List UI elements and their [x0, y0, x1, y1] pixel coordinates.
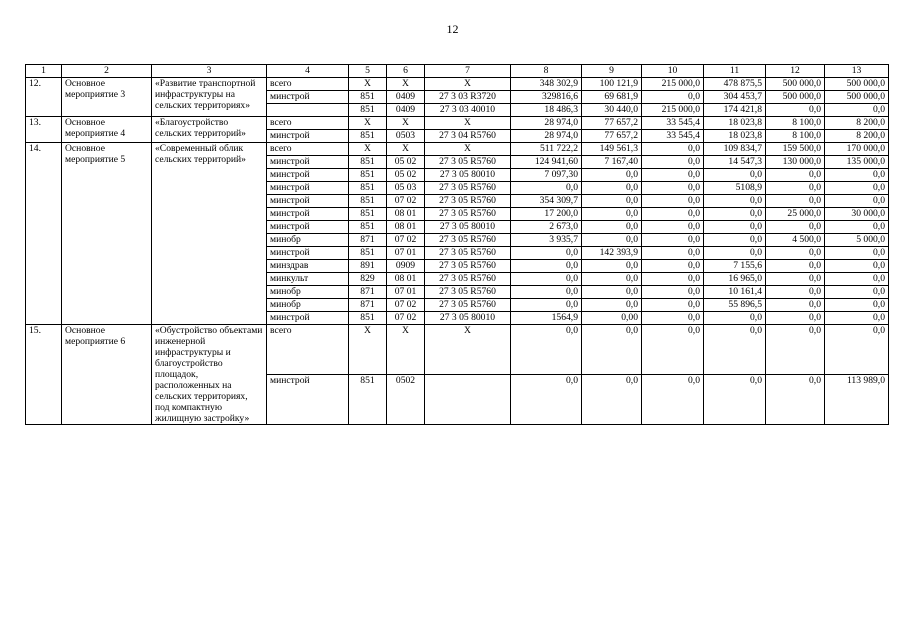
- amount-cell: 0,0: [582, 221, 642, 234]
- amount-cell: 0,0: [766, 260, 825, 273]
- amount-cell: 0,0: [511, 375, 582, 425]
- code-cell: Х: [349, 117, 387, 130]
- code-cell: 27 3 05 80010: [425, 312, 511, 325]
- amount-cell: 0,0: [704, 221, 766, 234]
- amount-cell: 0,0: [825, 312, 889, 325]
- amount-cell: 159 500,0: [766, 143, 825, 156]
- agency-cell: минстрой: [267, 375, 349, 425]
- event-description: «Развитие транспортной инфраструктуры на сельских территориях»: [152, 78, 267, 117]
- amount-cell: 0,0: [511, 247, 582, 260]
- code-cell: 27 3 05 R5760: [425, 260, 511, 273]
- code-cell: 851: [349, 169, 387, 182]
- amount-cell: 30 000,0: [825, 208, 889, 221]
- amount-cell: 215 000,0: [642, 104, 704, 117]
- code-cell: Х: [387, 117, 425, 130]
- amount-cell: 77 657,2: [582, 117, 642, 130]
- amount-cell: 0,0: [582, 273, 642, 286]
- amount-cell: 25 000,0: [766, 208, 825, 221]
- amount-cell: 77 657,2: [582, 130, 642, 143]
- agency-cell: минстрой: [267, 156, 349, 169]
- code-cell: 08 01: [387, 273, 425, 286]
- code-cell: 08 01: [387, 208, 425, 221]
- code-cell: 829: [349, 273, 387, 286]
- code-cell: 851: [349, 104, 387, 117]
- amount-cell: 0,0: [582, 260, 642, 273]
- agency-cell: минобр: [267, 286, 349, 299]
- agency-cell: минстрой: [267, 247, 349, 260]
- column-header: 4: [267, 65, 349, 78]
- code-cell: 27 3 03 R3720: [425, 91, 511, 104]
- amount-cell: 0,0: [825, 325, 889, 375]
- column-header: 12: [766, 65, 825, 78]
- amount-cell: 8 100,0: [766, 117, 825, 130]
- agency-cell: минстрой: [267, 91, 349, 104]
- code-cell: 07 02: [387, 195, 425, 208]
- code-cell: Х: [425, 325, 511, 375]
- code-cell: Х: [387, 78, 425, 91]
- amount-cell: 0,0: [825, 221, 889, 234]
- amount-cell: 0,0: [642, 325, 704, 375]
- code-cell: 851: [349, 91, 387, 104]
- code-cell: 851: [349, 156, 387, 169]
- code-cell: 27 3 05 R5760: [425, 299, 511, 312]
- amount-cell: 17 200,0: [511, 208, 582, 221]
- row-number: 14.: [26, 143, 62, 325]
- amount-cell: 0,0: [642, 169, 704, 182]
- amount-cell: 142 393,9: [582, 247, 642, 260]
- code-cell: Х: [349, 143, 387, 156]
- amount-cell: 0,0: [582, 169, 642, 182]
- amount-cell: 0,0: [642, 143, 704, 156]
- amount-cell: 0,0: [511, 325, 582, 375]
- amount-cell: 0,0: [582, 208, 642, 221]
- column-header: 1: [26, 65, 62, 78]
- amount-cell: 500 000,0: [825, 78, 889, 91]
- code-cell: 851: [349, 312, 387, 325]
- agency-cell: минстрой: [267, 312, 349, 325]
- amount-cell: 0,0: [825, 273, 889, 286]
- amount-cell: 0,0: [642, 273, 704, 286]
- amount-cell: 0,0: [766, 325, 825, 375]
- code-cell: 27 3 05 R5760: [425, 234, 511, 247]
- agency-cell: всего: [267, 117, 349, 130]
- amount-cell: 18 486,3: [511, 104, 582, 117]
- code-cell: 27 3 04 R5760: [425, 130, 511, 143]
- amount-cell: 0,0: [766, 182, 825, 195]
- amount-cell: 14 547,3: [704, 156, 766, 169]
- amount-cell: 4 500,0: [766, 234, 825, 247]
- code-cell: 0409: [387, 104, 425, 117]
- code-cell: 27 3 03 40010: [425, 104, 511, 117]
- amount-cell: 30 440,0: [582, 104, 642, 117]
- amount-cell: 0,0: [825, 260, 889, 273]
- amount-cell: 0,0: [825, 182, 889, 195]
- amount-cell: 55 896,5: [704, 299, 766, 312]
- amount-cell: 0,0: [642, 312, 704, 325]
- amount-cell: 124 941,60: [511, 156, 582, 169]
- column-header: 6: [387, 65, 425, 78]
- amount-cell: 348 302,9: [511, 78, 582, 91]
- amount-cell: 109 834,7: [704, 143, 766, 156]
- amount-cell: 10 161,4: [704, 286, 766, 299]
- code-cell: 871: [349, 234, 387, 247]
- code-cell: 871: [349, 299, 387, 312]
- amount-cell: 500 000,0: [766, 91, 825, 104]
- amount-cell: 33 545,4: [642, 117, 704, 130]
- amount-cell: 16 965,0: [704, 273, 766, 286]
- code-cell: 0909: [387, 260, 425, 273]
- amount-cell: 478 875,5: [704, 78, 766, 91]
- code-cell: 08 01: [387, 221, 425, 234]
- amount-cell: 5108,9: [704, 182, 766, 195]
- amount-cell: 0,0: [704, 234, 766, 247]
- event-name: Основное мероприятие 4: [62, 117, 152, 143]
- agency-cell: [267, 104, 349, 117]
- code-cell: 0503: [387, 130, 425, 143]
- amount-cell: 0,0: [642, 260, 704, 273]
- agency-cell: минздрав: [267, 260, 349, 273]
- header-row: [26, 65, 889, 78]
- event-description: «Обустройство объектами инженерной инфраструктуры и благоустройство площадок, расположенных на сельских территориях, под компактную жилищную застройку»: [152, 325, 267, 425]
- amount-cell: 0,0: [825, 247, 889, 260]
- amount-cell: 0,0: [642, 91, 704, 104]
- code-cell: 07 02: [387, 234, 425, 247]
- amount-cell: 0,0: [766, 195, 825, 208]
- amount-cell: 0,00: [582, 312, 642, 325]
- amount-cell: 0,0: [642, 234, 704, 247]
- code-cell: 27 3 05 R5760: [425, 156, 511, 169]
- code-cell: 851: [349, 247, 387, 260]
- code-cell: 07 02: [387, 299, 425, 312]
- code-cell: 851: [349, 221, 387, 234]
- amount-cell: 8 100,0: [766, 130, 825, 143]
- amount-cell: 0,0: [704, 375, 766, 425]
- code-cell: [425, 375, 511, 425]
- amount-cell: 100 121,9: [582, 78, 642, 91]
- code-cell: 05 02: [387, 169, 425, 182]
- code-cell: 27 3 05 R5760: [425, 195, 511, 208]
- amount-cell: 0,0: [825, 195, 889, 208]
- amount-cell: 0,0: [704, 169, 766, 182]
- code-cell: Х: [425, 117, 511, 130]
- table-row: [26, 78, 889, 91]
- code-cell: 851: [349, 130, 387, 143]
- code-cell: 851: [349, 195, 387, 208]
- column-header: 7: [425, 65, 511, 78]
- amount-cell: 0,0: [582, 286, 642, 299]
- agency-cell: минстрой: [267, 169, 349, 182]
- code-cell: 05 02: [387, 156, 425, 169]
- amount-cell: 7 167,40: [582, 156, 642, 169]
- amount-cell: 0,0: [766, 299, 825, 312]
- agency-cell: минкульт: [267, 273, 349, 286]
- amount-cell: 0,0: [511, 286, 582, 299]
- code-cell: Х: [425, 143, 511, 156]
- event-name: Основное мероприятие 6: [62, 325, 152, 425]
- event-description: «Современный облик сельских территорий»: [152, 143, 267, 325]
- amount-cell: 0,0: [642, 221, 704, 234]
- amount-cell: 0,0: [766, 104, 825, 117]
- page-number: 12: [446, 22, 459, 36]
- column-header: 10: [642, 65, 704, 78]
- amount-cell: 0,0: [766, 375, 825, 425]
- agency-cell: минстрой: [267, 221, 349, 234]
- amount-cell: 0,0: [582, 325, 642, 375]
- amount-cell: 5 000,0: [825, 234, 889, 247]
- amount-cell: 0,0: [642, 375, 704, 425]
- code-cell: 07 02: [387, 312, 425, 325]
- amount-cell: 0,0: [766, 312, 825, 325]
- amount-cell: 0,0: [766, 221, 825, 234]
- agency-cell: всего: [267, 78, 349, 91]
- agency-cell: всего: [267, 325, 349, 375]
- row-number: 12.: [26, 78, 62, 117]
- agency-cell: минстрой: [267, 182, 349, 195]
- amount-cell: 0,0: [704, 208, 766, 221]
- amount-cell: 113 989,0: [825, 375, 889, 425]
- code-cell: Х: [387, 143, 425, 156]
- row-number: 13.: [26, 117, 62, 143]
- agency-cell: всего: [267, 143, 349, 156]
- event-name: Основное мероприятие 3: [62, 78, 152, 117]
- amount-cell: 0,0: [704, 247, 766, 260]
- table-row: [26, 325, 889, 375]
- amount-cell: 135 000,0: [825, 156, 889, 169]
- amount-cell: 0,0: [511, 273, 582, 286]
- code-cell: 27 3 05 80010: [425, 169, 511, 182]
- column-header: 8: [511, 65, 582, 78]
- amount-cell: 28 974,0: [511, 130, 582, 143]
- amount-cell: 0,0: [511, 299, 582, 312]
- event-description: «Благоустройство сельских территорий»: [152, 117, 267, 143]
- amount-cell: 511 722,2: [511, 143, 582, 156]
- amount-cell: 500 000,0: [766, 78, 825, 91]
- column-header: 3: [152, 65, 267, 78]
- code-cell: Х: [349, 325, 387, 375]
- agency-cell: минстрой: [267, 208, 349, 221]
- amount-cell: 0,0: [642, 299, 704, 312]
- amount-cell: 354 309,7: [511, 195, 582, 208]
- amount-cell: 0,0: [642, 286, 704, 299]
- amount-cell: 215 000,0: [642, 78, 704, 91]
- amount-cell: 0,0: [582, 375, 642, 425]
- amount-cell: 0,0: [766, 169, 825, 182]
- amount-cell: 33 545,4: [642, 130, 704, 143]
- amount-cell: 0,0: [582, 234, 642, 247]
- code-cell: 27 3 05 80010: [425, 221, 511, 234]
- code-cell: 27 3 05 R5760: [425, 286, 511, 299]
- amount-cell: 0,0: [704, 325, 766, 375]
- amount-cell: 0,0: [766, 247, 825, 260]
- amount-cell: 8 200,0: [825, 130, 889, 143]
- code-cell: 27 3 05 R5760: [425, 247, 511, 260]
- amount-cell: 0,0: [825, 169, 889, 182]
- column-header: 11: [704, 65, 766, 78]
- amount-cell: 0,0: [642, 208, 704, 221]
- amount-cell: 0,0: [642, 195, 704, 208]
- agency-cell: минобр: [267, 234, 349, 247]
- amount-cell: 69 681,9: [582, 91, 642, 104]
- amount-cell: 0,0: [582, 299, 642, 312]
- event-name: Основное мероприятие 5: [62, 143, 152, 325]
- amount-cell: 329816,6: [511, 91, 582, 104]
- amount-cell: 8 200,0: [825, 117, 889, 130]
- column-header: 5: [349, 65, 387, 78]
- code-cell: 0409: [387, 91, 425, 104]
- code-cell: 891: [349, 260, 387, 273]
- amount-cell: 7 155,6: [704, 260, 766, 273]
- amount-cell: 0,0: [582, 195, 642, 208]
- code-cell: 27 3 05 R5760: [425, 208, 511, 221]
- amount-cell: 0,0: [825, 286, 889, 299]
- amount-cell: 0,0: [704, 195, 766, 208]
- table-row: [26, 143, 889, 156]
- table-row: [26, 117, 889, 130]
- code-cell: 0502: [387, 375, 425, 425]
- code-cell: 851: [349, 208, 387, 221]
- amount-cell: 28 974,0: [511, 117, 582, 130]
- amount-cell: 0,0: [766, 273, 825, 286]
- agency-cell: минстрой: [267, 130, 349, 143]
- amount-cell: 170 000,0: [825, 143, 889, 156]
- amount-cell: 0,0: [766, 286, 825, 299]
- column-header: 13: [825, 65, 889, 78]
- amount-cell: 0,0: [704, 312, 766, 325]
- amount-cell: 0,0: [642, 156, 704, 169]
- code-cell: 05 03: [387, 182, 425, 195]
- amount-cell: 18 023,8: [704, 130, 766, 143]
- column-header: 9: [582, 65, 642, 78]
- amount-cell: 304 453,7: [704, 91, 766, 104]
- amount-cell: 0,0: [511, 182, 582, 195]
- code-cell: 27 3 05 R5760: [425, 182, 511, 195]
- code-cell: 871: [349, 286, 387, 299]
- amount-cell: 0,0: [825, 299, 889, 312]
- code-cell: 07 01: [387, 247, 425, 260]
- amount-cell: 130 000,0: [766, 156, 825, 169]
- column-header: 2: [62, 65, 152, 78]
- amount-cell: 1564,9: [511, 312, 582, 325]
- amount-cell: 0,0: [582, 182, 642, 195]
- code-cell: 07 01: [387, 286, 425, 299]
- amount-cell: 0,0: [642, 182, 704, 195]
- amount-cell: 18 023,8: [704, 117, 766, 130]
- code-cell: Х: [349, 78, 387, 91]
- amount-cell: 149 561,3: [582, 143, 642, 156]
- amount-cell: 174 421,8: [704, 104, 766, 117]
- code-cell: 27 3 05 R5760: [425, 273, 511, 286]
- amount-cell: 0,0: [825, 104, 889, 117]
- amount-cell: 500 000,0: [825, 91, 889, 104]
- amount-cell: 0,0: [642, 247, 704, 260]
- code-cell: 851: [349, 182, 387, 195]
- row-number: 15.: [26, 325, 62, 425]
- code-cell: Х: [425, 78, 511, 91]
- agency-cell: минстрой: [267, 195, 349, 208]
- amount-cell: 0,0: [511, 260, 582, 273]
- amount-cell: 2 673,0: [511, 221, 582, 234]
- amount-cell: 3 935,7: [511, 234, 582, 247]
- code-cell: 851: [349, 375, 387, 425]
- budget-table: [25, 64, 889, 425]
- code-cell: Х: [387, 325, 425, 375]
- amount-cell: 7 097,30: [511, 169, 582, 182]
- agency-cell: минобр: [267, 299, 349, 312]
